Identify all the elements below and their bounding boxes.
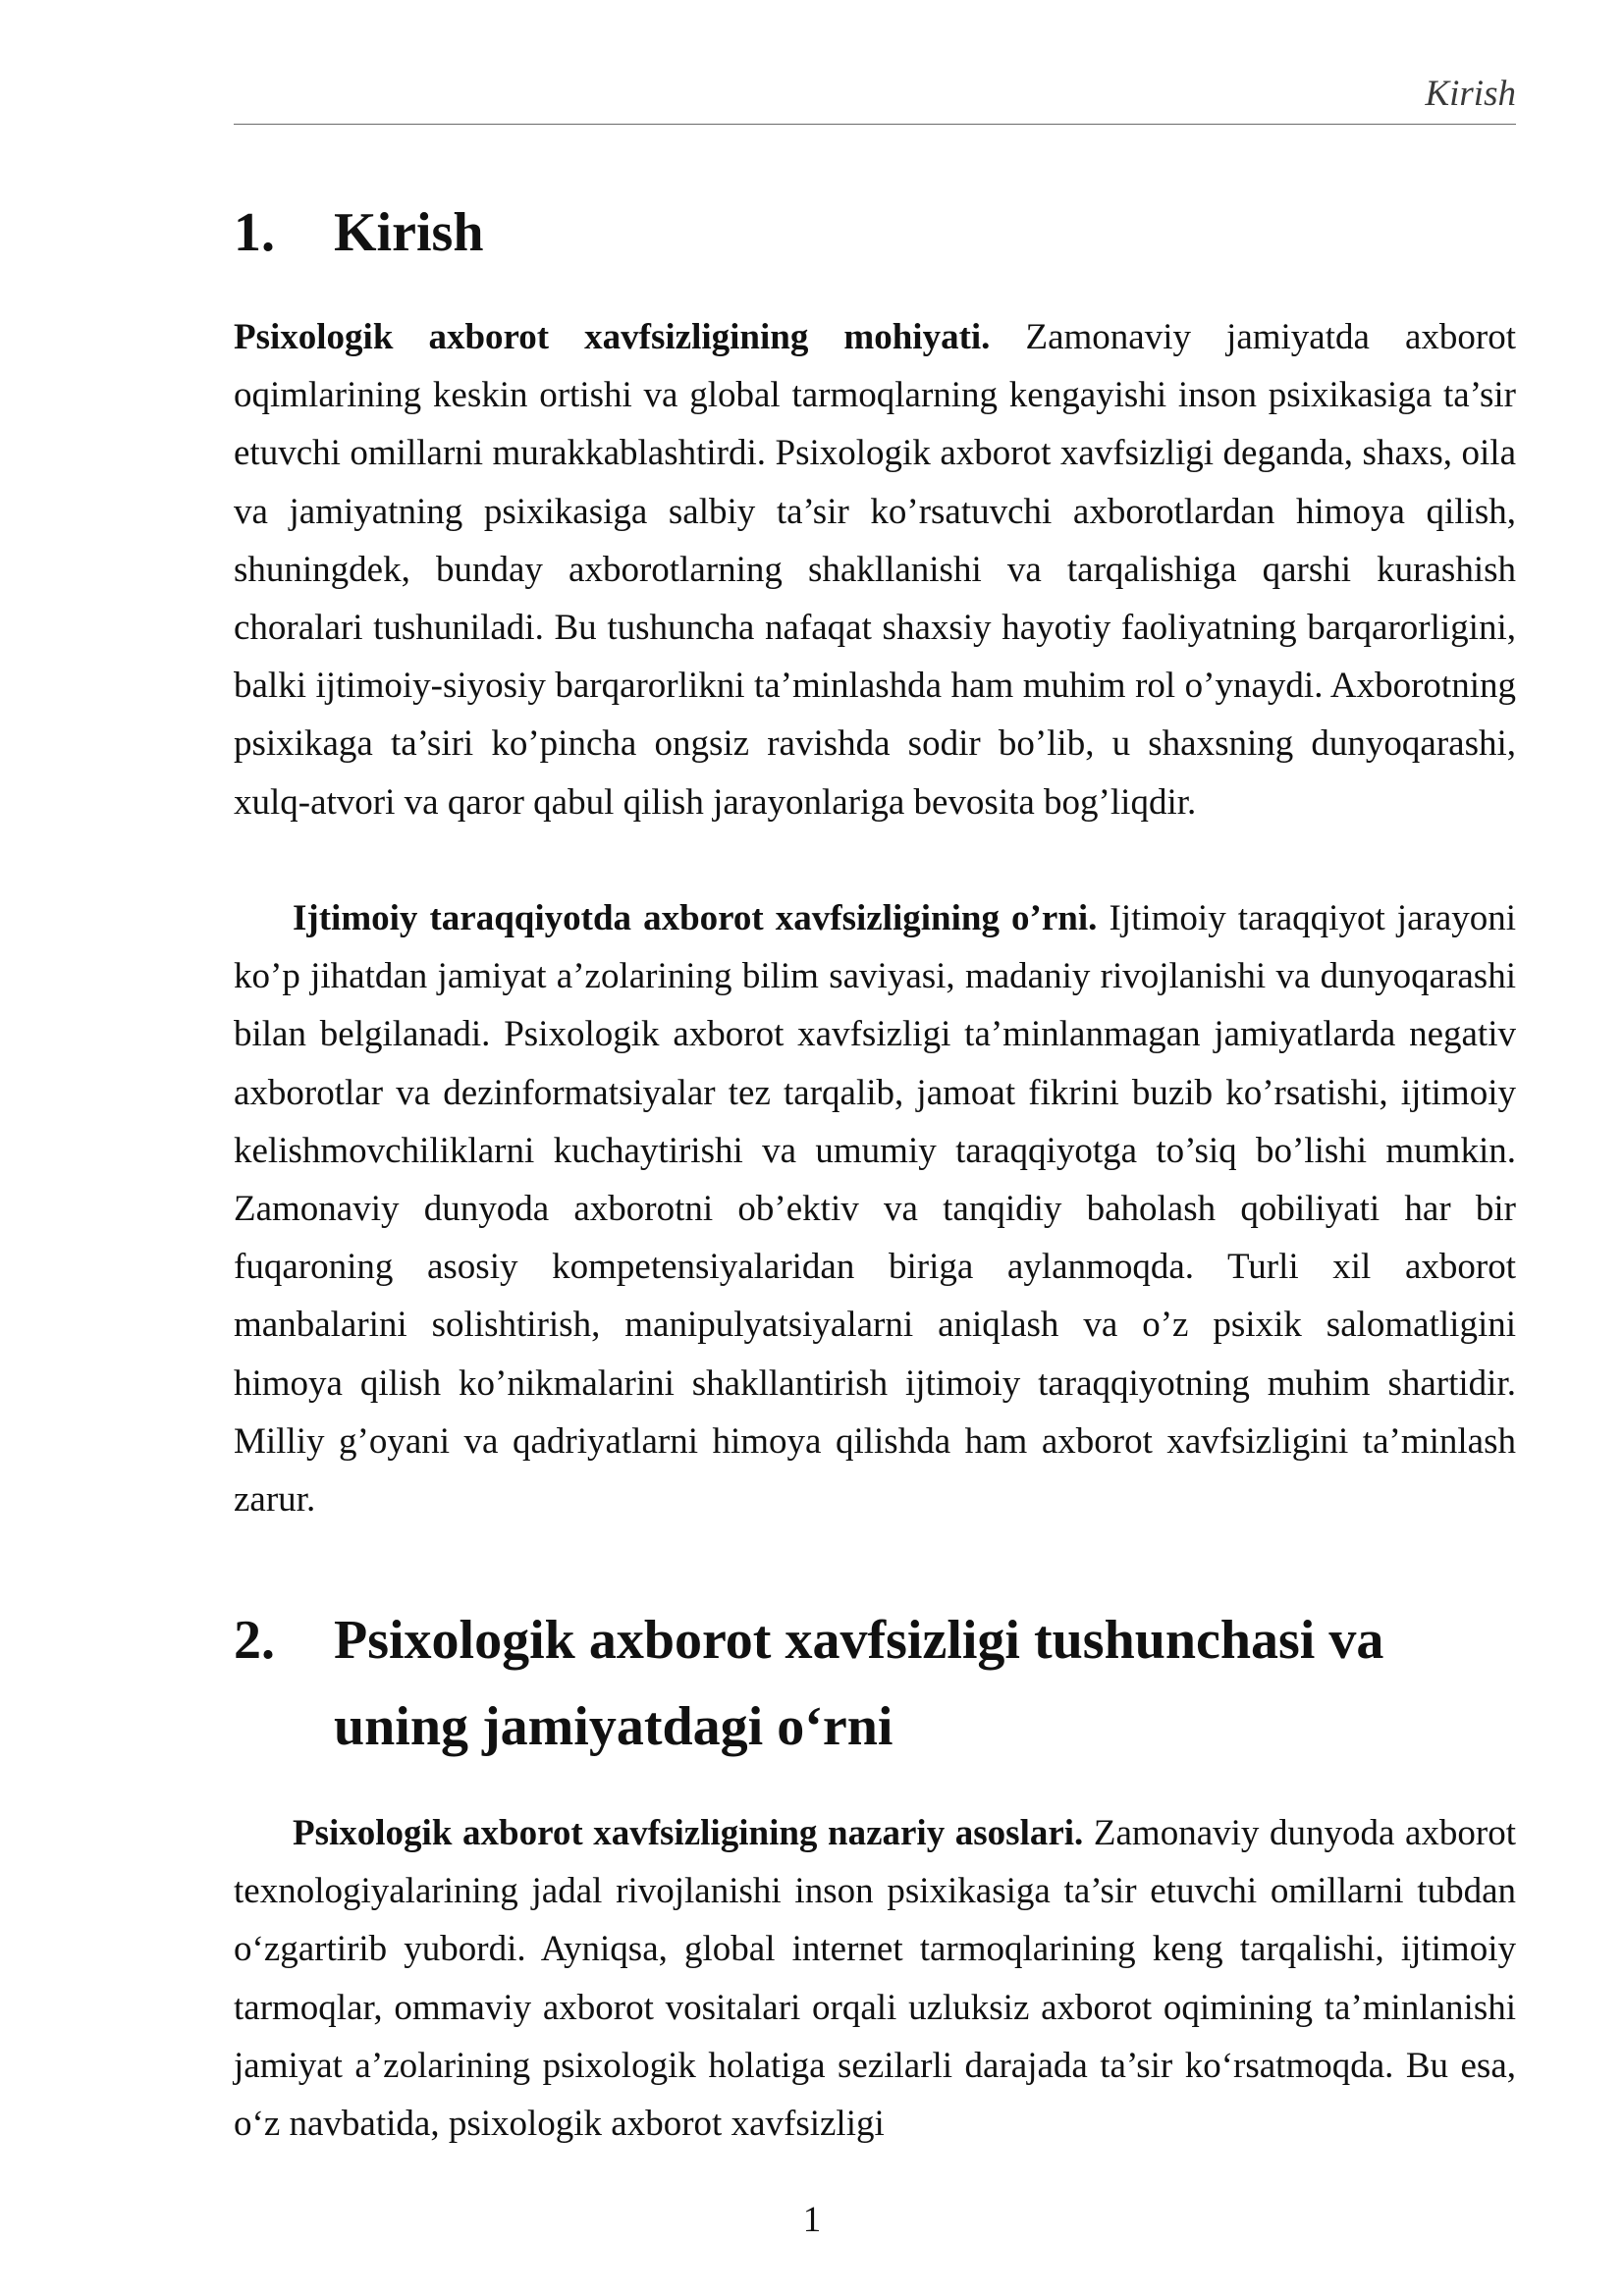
paragraph-lead: Ijtimoiy taraqqiyotda axborot xavfsizligining o’rni. xyxy=(293,898,1098,938)
section-number: 2. xyxy=(234,1610,275,1671)
paragraph-3 xyxy=(234,1804,1516,2153)
paragraph-2 xyxy=(234,889,1516,1528)
running-header xyxy=(234,71,1516,125)
paragraph-lead: Psixologik axborot xavfsizligining nazariy asoslari. xyxy=(293,1813,1084,1853)
section-title: Kirish xyxy=(334,202,484,263)
paragraph-lead: Psixologik axborot xavfsizligining mohiyati. xyxy=(234,317,991,357)
section-heading-1 xyxy=(234,189,1516,276)
section-heading-2 xyxy=(234,1597,1516,1770)
paragraph-text: Zamonaviy dunyoda axborot texnologiyalarining jadal rivojlanishi inson psixikasiga ta’sir etuvchi omillarni tubdan o‘zgartirib yubordi. Ayniqsa, global internet tarmoqlarining keng tarqalishi, ijtimoiy tarmoqlar, ommaviy axborot vositalari orqali uzluksiz axborot oqimining ta’minlanishi jamiyat a’zolarining psixologik holatiga sezilarli darajada ta’sir ko‘rsatmoqda. Bu esa, o‘z navbatida, psixologik axborot xavfsizligi xyxy=(234,1813,1516,2145)
section-number: 1. xyxy=(234,202,275,263)
running-header-title: Kirish xyxy=(1425,74,1516,114)
paragraph-text: Ijtimoiy taraqqiyot jarayoni ko’p jihatdan jamiyat a’zolarining bilim saviyasi, madaniy rivojlanishi va dunyoqarashi bilan belgilanadi. Psixologik axborot xavfsizligi ta’minlanmagan jamiyatlarda negativ axborotlar va dezinformatsiyalar tez tarqalib, jamoat fikrini buzib ko’rsatishi, ijtimoiy kelishmovchiliklarni kuchaytirishi va umumiy taraqqiyotga to’siq bo’lishi mumkin. Zamonaviy dunyoda axborotni ob’ektiv va tanqidiy baholash qobiliyati har bir fuqaroning asosiy kompetensiyalaridan biriga aylanmoqda. Turli xil axborot manbalarini solishtirish, manipulyatsiyalarni aniqlash va o’z psixik salomatligini himoya qilish ko’nikmalarini shakllantirish ijtimoiy taraqqiyotning muhim shartidir. Milliy g’oyani va qadriyatlarni himoya qilishda ham axborot xavfsizligini ta’minlash zarur. xyxy=(234,898,1517,1521)
paragraph-1 xyxy=(234,308,1516,831)
page-number: 1 xyxy=(802,2200,822,2240)
section-title: Psixologik axborot xavfsizligi tushunchasi va uning jamiyatdagi o‘rni xyxy=(334,1610,1384,1757)
paragraph-text: Zamonaviy jamiyatda axborot oqimlarining keskin ortishi va global tarmoqlarning kengayishi inson psixikasiga ta’sir etuvchi omillarni murakkablashtirdi. Psixologik axborot xavfsizligi deganda, shaxs, oila va jamiyatning psixikasiga salbiy ta’sir ko’rsatuvchi axborotlardan himoya qilish, shuningdek, bunday axborotlarning shakllanishi va tarqalishiga qarshi kurashish choralari tushuniladi. Bu tushuncha nafaqat shaxsiy hayotiy faoliyatning barqarorligini, balki ijtimoiy-siyosiy barqarorlikni ta’minlashda ham muhim rol o’ynaydi. Axborotning psixikaga ta’siri ko’pincha ongsiz ravishda sodir bo’lib, u shaxsning dunyoqarashi, xulq-atvori va qaror qabul qilish jarayonlariga bevosita bog’liqdir. xyxy=(234,317,1516,823)
